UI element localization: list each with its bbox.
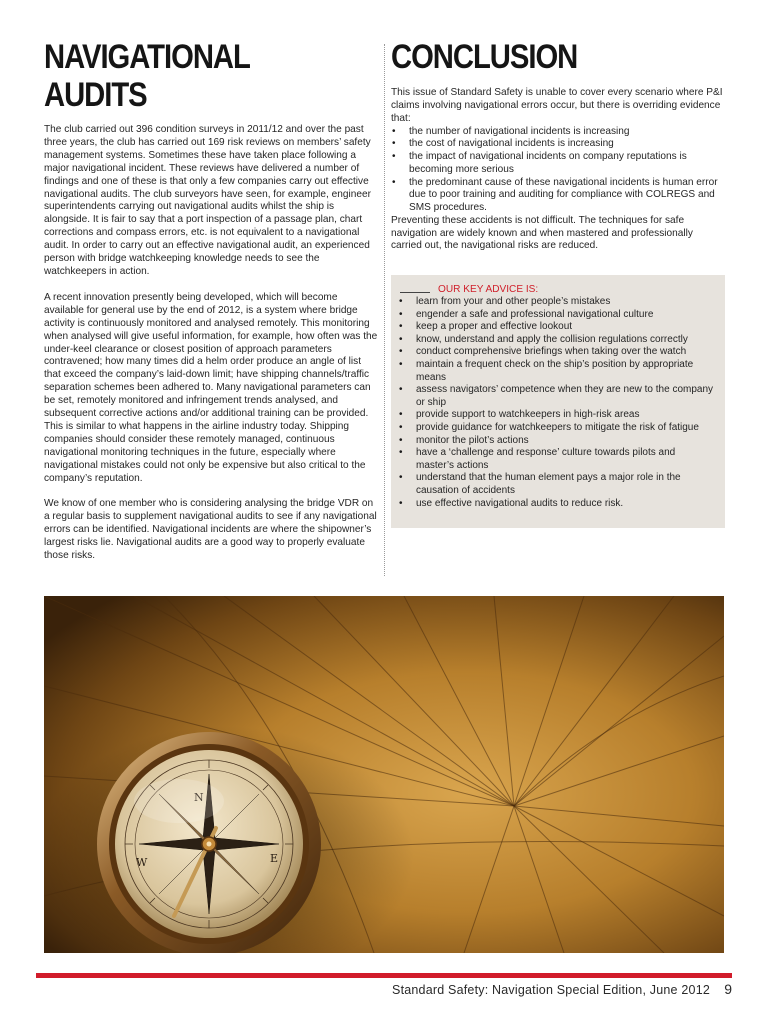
key-advice-list [398, 296, 715, 510]
compass-letter-e: E [270, 852, 279, 865]
compass-on-chart-image [44, 596, 724, 953]
list-item: • provide guidance for watchkeepers to mitigate the risk of fatigue [398, 422, 715, 435]
list-item: • monitor the pilot’s actions [398, 435, 715, 448]
left-column [44, 38, 378, 576]
key-advice-title [398, 283, 715, 296]
paragraph-2: A recent innovation presently being developed, which will become available for general use by the end of 2012, is a system where bridge activity is continuously monitored and analysed remotely. This monitoring when analysed will give useful information, for example, how often was the under-keel clearance or closest position of approach parameters contravened; how many times did a helm order produce an angle of list that exceed the company’s laid-down limit; have shipping channels/traffic separation schemes been adhered to. Many navigational parameters can be set, remotely monitored and infringement trends analysed, and subsequent corrective actions and/or additional training can be provided. This is similar to what happens in the airline industry today. Shipping companies should consider these remotely managed, continuous navigational monitoring techniques in the future, especially where navigational mistakes could not only be expensive but also critical to the company’s reputation. [44, 291, 378, 484]
list-item: • learn from your and other people’s mistakes [398, 296, 715, 309]
compass-letter-w: W [136, 856, 148, 869]
heading-navigational-audits: NAVIGATIONAL AUDITS [44, 38, 250, 114]
footer-publication-title: Standard Safety: Navigation Special Edition, June 2012 [392, 983, 710, 997]
list-item: • conduct comprehensive briefings when taking over the watch [398, 346, 715, 359]
title-rule [400, 292, 430, 293]
paragraph-1: The club carried out 396 condition surveys in 2011/12 and over the past three years, the club has carried out 169 risk reviews on members’ safety management systems. Sometimes these have taken place following a major navigational incident. These reviews have delivered a number of findings and one of these is that only a few companies carry out effective navigational audits. The club surveyors have seen, for example, engineer superintendents carrying out navigational audits whilst the ship is alongside. It is fair to say that a port inspection of a passage plan, chart corrections and compass errors, etc. is not equivalent to a navigational audit. In order to carry out an effective navigational audit, an experienced person with bridge watchkeeping knowledge needs to see the watchkeepers in action. [44, 124, 371, 277]
heading-conclusion: CONCLUSION [391, 38, 578, 76]
conclusion-closing: Preventing these accidents is not difficult. The techniques for safe navigation are widely known and when mastered and professionally carried out, the navigational risks are reduced. [391, 214, 693, 252]
page-number: 9 [724, 981, 732, 997]
column-divider [384, 44, 385, 576]
compass-letter-n: N [194, 791, 204, 804]
right-column [391, 38, 725, 253]
list-item: • have a ‘challenge and response’ culture towards pilots and master’s actions [398, 447, 715, 472]
list-item: • provide support to watchkeepers in high-risk areas [398, 409, 715, 422]
conclusion-bullet-list [391, 126, 725, 215]
list-item: • know, understand and apply the collision regulations correctly [398, 334, 715, 347]
list-item: • use effective navigational audits to reduce risk. [398, 498, 715, 511]
list-item: • the predominant cause of these navigational incidents is human error due to poor training and auditing for compliance with COLREGS and SMS procedures. [391, 177, 725, 215]
list-item: • understand that the human element pays a major role in the causation of accidents [398, 472, 715, 497]
compass [97, 732, 321, 953]
key-advice-box [391, 275, 725, 528]
list-item: • assess navigators’ competence when they are new to the company or ship [398, 384, 715, 409]
list-item: • keep a proper and effective lookout [398, 321, 715, 334]
list-item: • engender a safe and professional navigational culture [398, 309, 715, 322]
paragraph-3: We know of one member who is considering analysing the bridge VDR on a regular basis to supplement navigational audits to see if any navigational errors can be identified. Navigational incidents are where the shipowner’s largest risks lie. Navigational audits are a good way to properly evaluate those risks. [44, 498, 377, 562]
conclusion-intro: This issue of Standard Safety is unable to cover every scenario where P&I claims involving navigational errors occur, but there is overriding evidence that: [391, 87, 723, 124]
key-advice-title-text: OUR KEY ADVICE IS: [438, 284, 539, 295]
list-item: • the cost of navigational incidents is increasing [391, 138, 725, 151]
list-item: • maintain a frequent check on the ship’s position by appropriate means [398, 359, 715, 384]
compass-photo-svg [44, 596, 724, 953]
footer-rule [36, 973, 732, 978]
list-item: • the impact of navigational incidents on company reputations is becoming more serious [391, 151, 725, 176]
list-item: • the number of navigational incidents is increasing [391, 126, 725, 139]
